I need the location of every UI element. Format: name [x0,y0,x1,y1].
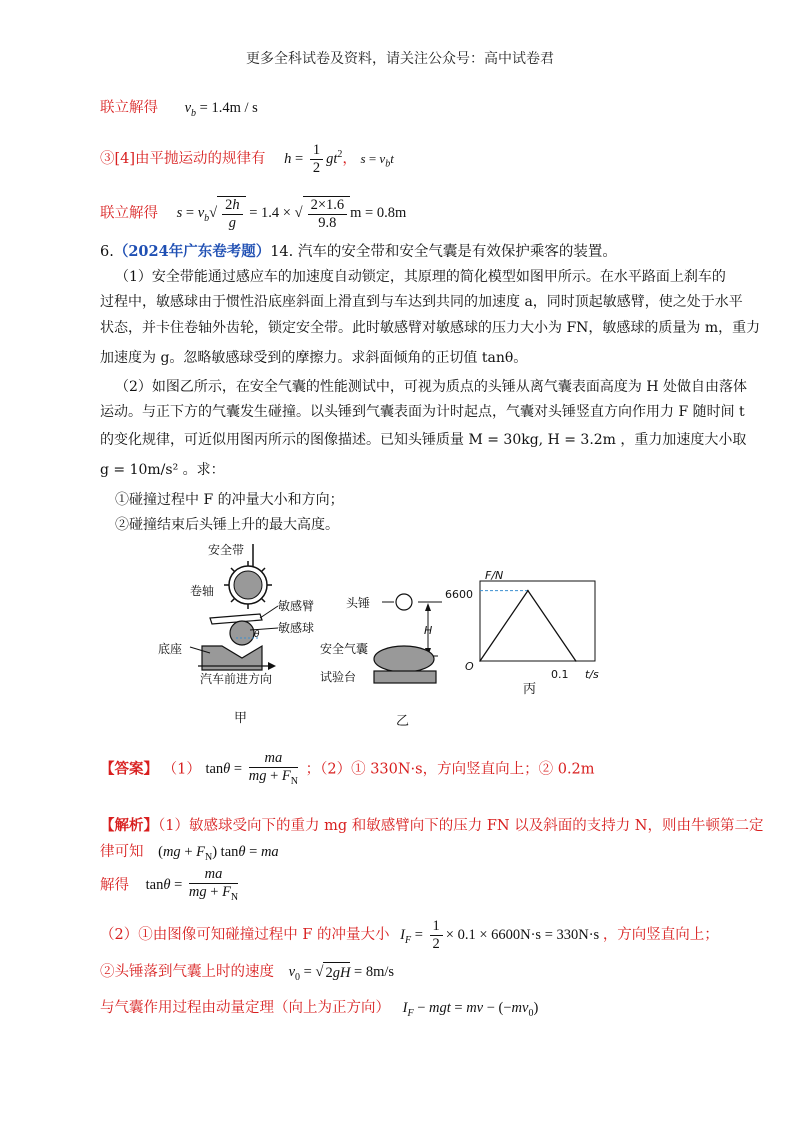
part1-line4: 加速度为 g。忽略敏感球受到的摩擦力。求斜面倾角的正切值 tanθ。 [100,350,528,366]
chart-point-1 [527,590,529,592]
caption-yi: 乙 [396,714,410,729]
chart-series-line [480,591,576,661]
chart-origin-tick: O [465,660,474,673]
chart-x-tick-0.1: 0.1 [551,668,569,681]
part1-line3: 状态，并卡住卷轴外齿轮，锁定安全带。此时敏感臂对敏感球的压力大小为 FN，敏感球的质量为 m，重力 [100,320,761,336]
chart-x-label: t/s [585,668,599,681]
vb-math: $v_b = 1.4m / s$ [184,100,258,119]
label-head-hammer: 头锤 [346,596,371,610]
label-seatbelt: 安全带 [208,543,245,557]
test-bench [374,671,436,683]
solve-label-2: 联立解得 [100,205,158,222]
analysis-line-4 [100,918,719,953]
chart-y-tick-6600: 6600 [445,588,473,601]
gear-reel-icon [224,561,272,609]
analysis-l4-label: （2）①由图像可知碰撞过程中 F 的冲量大小 [100,926,390,943]
sub-question-2: ②碰撞结束后头锤上升的最大高度。 [115,517,339,533]
question-source: （2024年广东卷考题） [113,243,271,260]
label-base: 底座 [158,642,183,656]
label-airbag: 安全气囊 [320,642,369,656]
chart-point-0 [479,660,481,662]
solution-line-3 [100,196,406,232]
s-math: $s = v_b√$ $\frac{2h}{g}$ = 1.4 × √ $\frac{2\times 1.6}{9.8}$ m = 0.8m [176,197,407,231]
solution-line-2 [100,142,394,177]
part1-line2: 过程中，敏感球由于惯性沿底座斜面上滑直到与车达到共同的加速度 a，同时顶起敏感臂，使之处于水平 [100,294,743,310]
solution-line-1 [100,98,258,124]
analysis-l6-label: 与气囊作用过程由动量定理（向上为正方向） [100,1000,390,1016]
analysis-line-2 [100,842,279,868]
velocity-eq: $v_0$ = √ 2gH = 8m/s [288,964,395,983]
question-number: 6. [100,244,114,260]
solve-label: 联立解得 [100,100,158,116]
label-direction: 汽车前进方向 [200,672,273,686]
airbag [374,646,434,672]
part1-line1: （1）安全带能通过感应车的加速度自动锁定，其原理的简化模型如图甲所示。在水平路面上刹车的 [115,269,726,285]
tan-result: tanθ = $\frac{ma}{mg + F_N}$ [145,866,239,903]
analysis-l5-label: ②头锤落到气囊上时的速度 [100,964,274,980]
analysis-line-5 [100,962,394,988]
svg-text:θ: θ [254,630,260,640]
caption-jia: 甲 [234,711,248,726]
page-header: 更多全科试卷及资料，请关注公众号：高中试卷君 [246,51,554,67]
part2-line2: 运动。与正下方的气囊发生碰撞。以头锤到气囊表面为计时起点，气囊对头锤竖直方向作用力 F 随时间 t [100,404,745,420]
chart-frame [480,581,595,661]
chart-point-2 [575,660,577,662]
question-stem-text: 14. 汽车的安全带和安全气囊是有效保护乘客的装置。 [270,244,617,260]
projectile-math: h = $\frac{1}{2}$ $gt^2$， $s = v_bt$ [284,142,394,176]
analysis-l1: （1）敏感球受向下的重力 mg 和敏感臂向下的压力 FN 以及斜面的支持力 N，则由牛顿第二定 [158,818,764,834]
impulse-eq: $I_F$ = $\frac{1}{2}$ × 0.1 × 6600N·s = 330N·s [400,918,603,952]
figure-yi [318,585,448,730]
momentum-eq: $I_F$ − mgt = mv − $(-mv_0)$ [402,1000,539,1019]
analysis-line-1 [100,816,764,836]
caption-bing: 丙 [523,682,537,697]
answer-label: 【答案】 [100,760,158,778]
label-height: H [424,624,433,637]
head-hammer [396,594,412,610]
label-arm: 敏感臂 [278,599,315,613]
sub-question-1: ①碰撞过程中 F 的冲量大小和方向； [115,492,344,508]
answer-line: 【答案】 （1） tanθ = $\frac{ma}{mg + F_N}$ ；（2）① 330N·s，方向竖直向上；② 0.2m [100,750,595,787]
newton-eq: $(mg + F_N)$ tanθ = ma [158,844,279,863]
analysis-l2-label: 律可知 [100,844,144,860]
label-ball: 敏感球 [278,621,315,635]
projectile-label: ③[4]由平抛运动的规律有 [100,150,266,167]
analysis-line-3 [100,866,241,906]
figure-jia [150,540,320,730]
analysis-label: 【解析】 [100,817,158,834]
sensitive-ball [230,621,254,645]
figure-bing-chart [445,565,615,705]
part2-line3: 的变化规律，可近似用图丙所示的图像描述。已知头锤质量 M = 30kg, H = 3.2m ，重力加速度大小取 [100,432,747,448]
analysis-l3-label: 解得 [100,877,129,894]
question-stem [100,242,617,262]
part2-line1: （2）如图乙所示，在安全气囊的性能测试中，可视为质点的头锤从离气囊表面高度为 H 处做自由落体 [115,379,748,395]
analysis-line-6 [100,998,538,1024]
chart-y-label: F/N [485,569,504,582]
label-reel: 卷轴 [190,584,215,598]
part2-line4: g = 10m/s² 。求： [100,462,225,478]
label-test-bench: 试验台 [320,670,357,684]
analysis-l4-tail: ，方向竖直向上； [602,926,719,943]
